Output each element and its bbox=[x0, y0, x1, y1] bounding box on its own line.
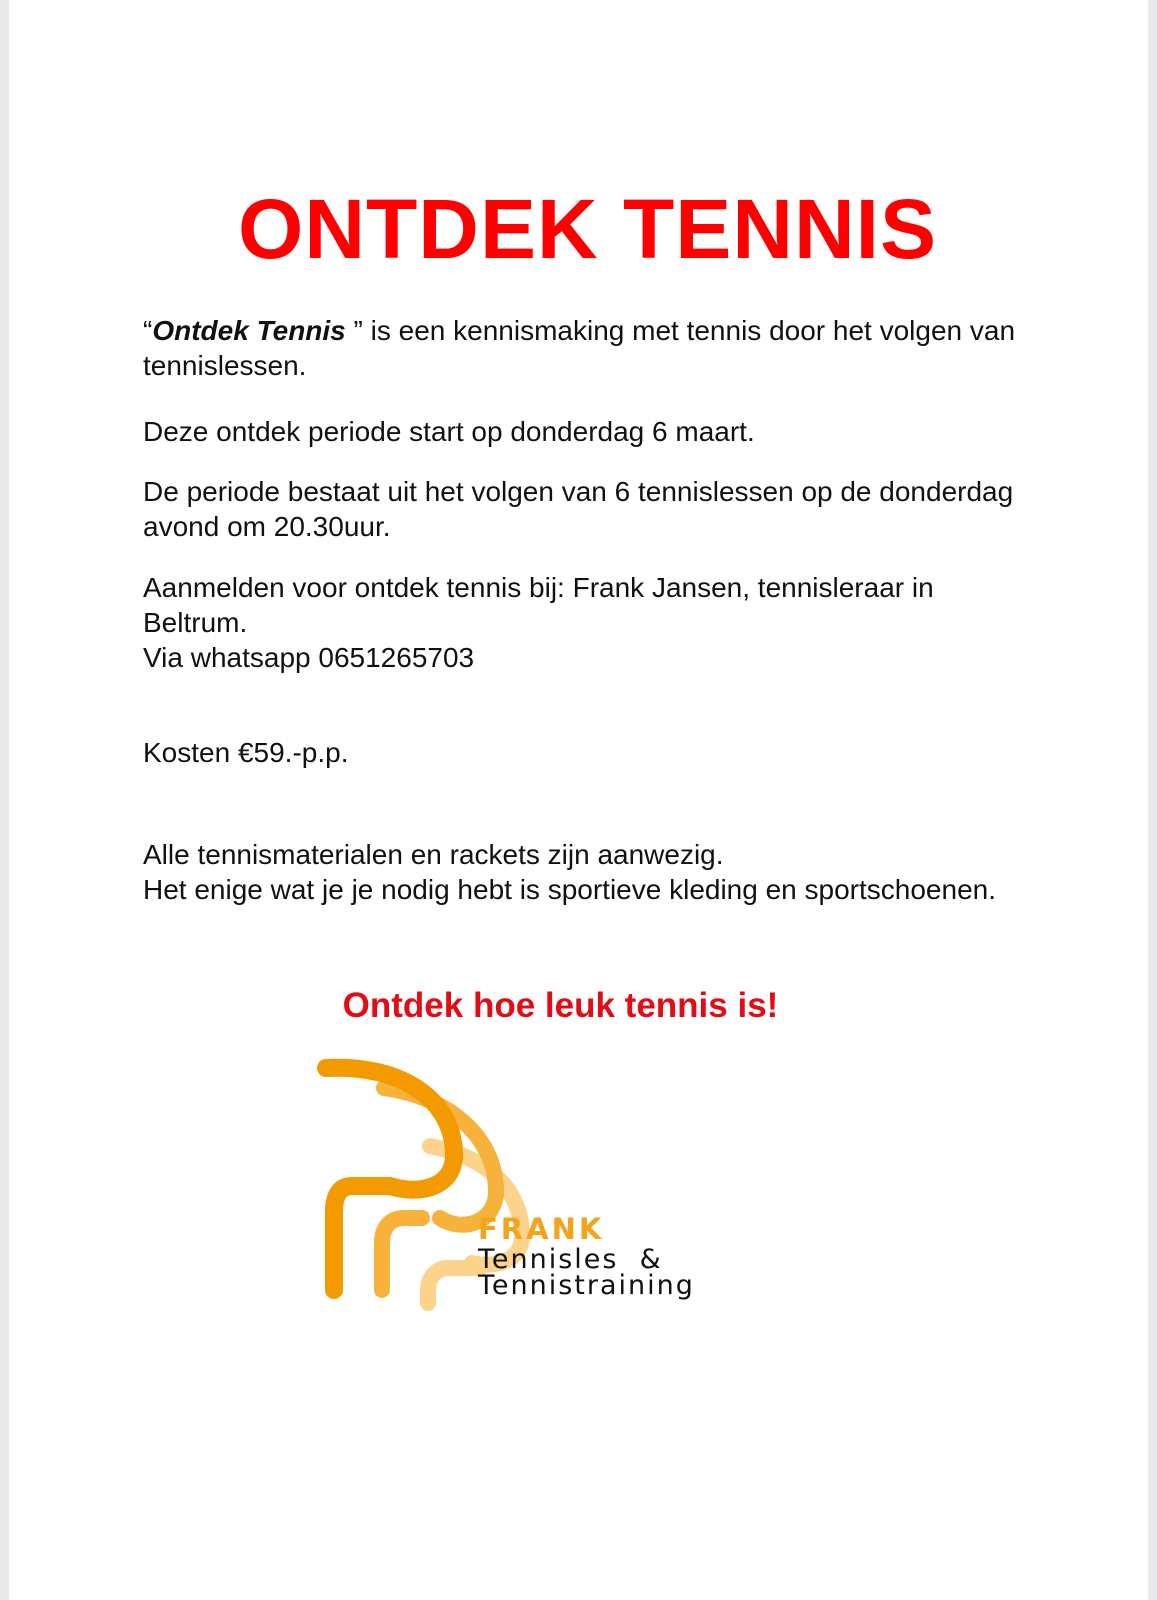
start-date-paragraph: Deze ontdek periode start op donderdag 6 maart. bbox=[143, 416, 755, 447]
period-paragraph: De periode bestaat uit het volgen van 6 tennislessen op de donderdag avond om 20.30uur. bbox=[143, 476, 1014, 542]
slogan: Ontdek hoe leuk tennis is! bbox=[342, 986, 779, 1025]
logo-name: FRANK bbox=[478, 1212, 605, 1246]
page-title: ONTDEK TENNIS bbox=[237, 182, 938, 276]
flyer-page bbox=[9, 0, 1148, 1600]
materials-line: Alle tennismaterialen en rackets zijn aanwezig. bbox=[143, 839, 724, 870]
intro-program-name: Ontdek Tennis bbox=[152, 315, 346, 346]
signup-contact-line: Aanmelden voor ontdek tennis bij: Frank Jansen, tennisleraar in Beltrum. bbox=[143, 572, 934, 638]
logo-stroke-dark bbox=[326, 1068, 454, 1290]
intro-rest: is een kennismaking met tennis door het volgen van tennislessen. bbox=[143, 315, 1016, 381]
signup-whatsapp-line: Via whatsapp 0651265703 bbox=[143, 642, 475, 673]
signup-paragraph bbox=[143, 570, 1043, 675]
intro-open-quote: “ bbox=[143, 315, 153, 346]
intro-paragraph bbox=[143, 313, 1043, 383]
materials-paragraph bbox=[143, 837, 1043, 907]
logo-tagline-line1: Tennisles & bbox=[478, 1244, 663, 1275]
logo-tagline-line2: Tennistraining bbox=[478, 1270, 695, 1301]
clothing-line: Het enige wat je je nodig hebt is sportieve kleding en sportschoenen. bbox=[143, 874, 996, 905]
costs-paragraph: Kosten €59.-p.p. bbox=[143, 737, 349, 768]
intro-close-quote: ” bbox=[345, 315, 363, 346]
